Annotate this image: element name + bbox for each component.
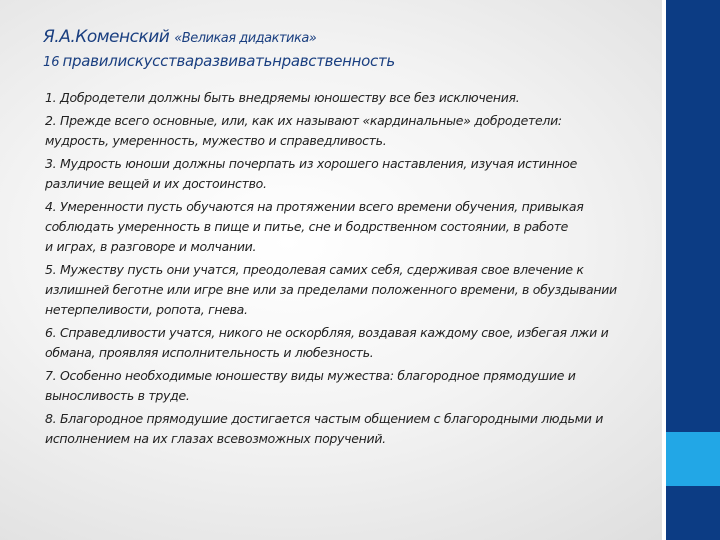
title-rule-number: 16 <box>43 55 60 70</box>
sidebar-accent-square <box>666 432 720 486</box>
rule-item-5: 5. Мужеству пусть они учатся, преодолевая самих себя, сдерживая свое влечение к излишней беготне или игре вне или за пределами положенного времени, в обуздывании нетерпеливости, ропота, гнева. <box>45 262 617 317</box>
title-author: Я.А.Коменский <box>43 27 170 47</box>
slide-title <box>43 26 643 74</box>
rule-item-7: 7. Особенно необходимые юношеству виды мужества: благородное прямодушие и выносливость в труде. <box>45 368 576 403</box>
title-subtitle: правилискусстваразвиватьнравственность <box>62 52 395 70</box>
rule-item-6: 6. Справедливости учатся, никого не оскорбляя, воздавая каждому свое, избегая лжи и обмана, проявляя исполнительность и любезность. <box>45 325 609 360</box>
rules-list <box>45 88 661 452</box>
title-work: «Великая дидактика» <box>174 31 317 46</box>
rule-item-4: 4. Умеренности пусть обучаются на протяжении всего времени обучения, привыкая соблюдать умеренность в пище и питье, сне и бодрственном состоянии, в работе и играх, в разговоре и молчании. <box>45 199 584 254</box>
rule-item-2: 2. Прежде всего основные, или, как их называют «кардинальные» добродетели: мудрость, умеренность, мужество и справедливость. <box>45 113 562 148</box>
rule-item-3: 3. Мудрость юноши должны почерпать из хорошего наставления, изучая истинное различие вещей и их достоинство. <box>45 156 577 191</box>
title-line-1 <box>43 26 643 50</box>
rule-item-1: 1. Добродетели должны быть внедряемы юношеству все без исключения. <box>45 90 520 105</box>
title-line-2 <box>43 50 643 74</box>
rule-item-8: 8. Благородное прямодушие достигается частым общением с благородными людьми и исполнением на их глазах всевозможных поручений. <box>45 411 604 446</box>
